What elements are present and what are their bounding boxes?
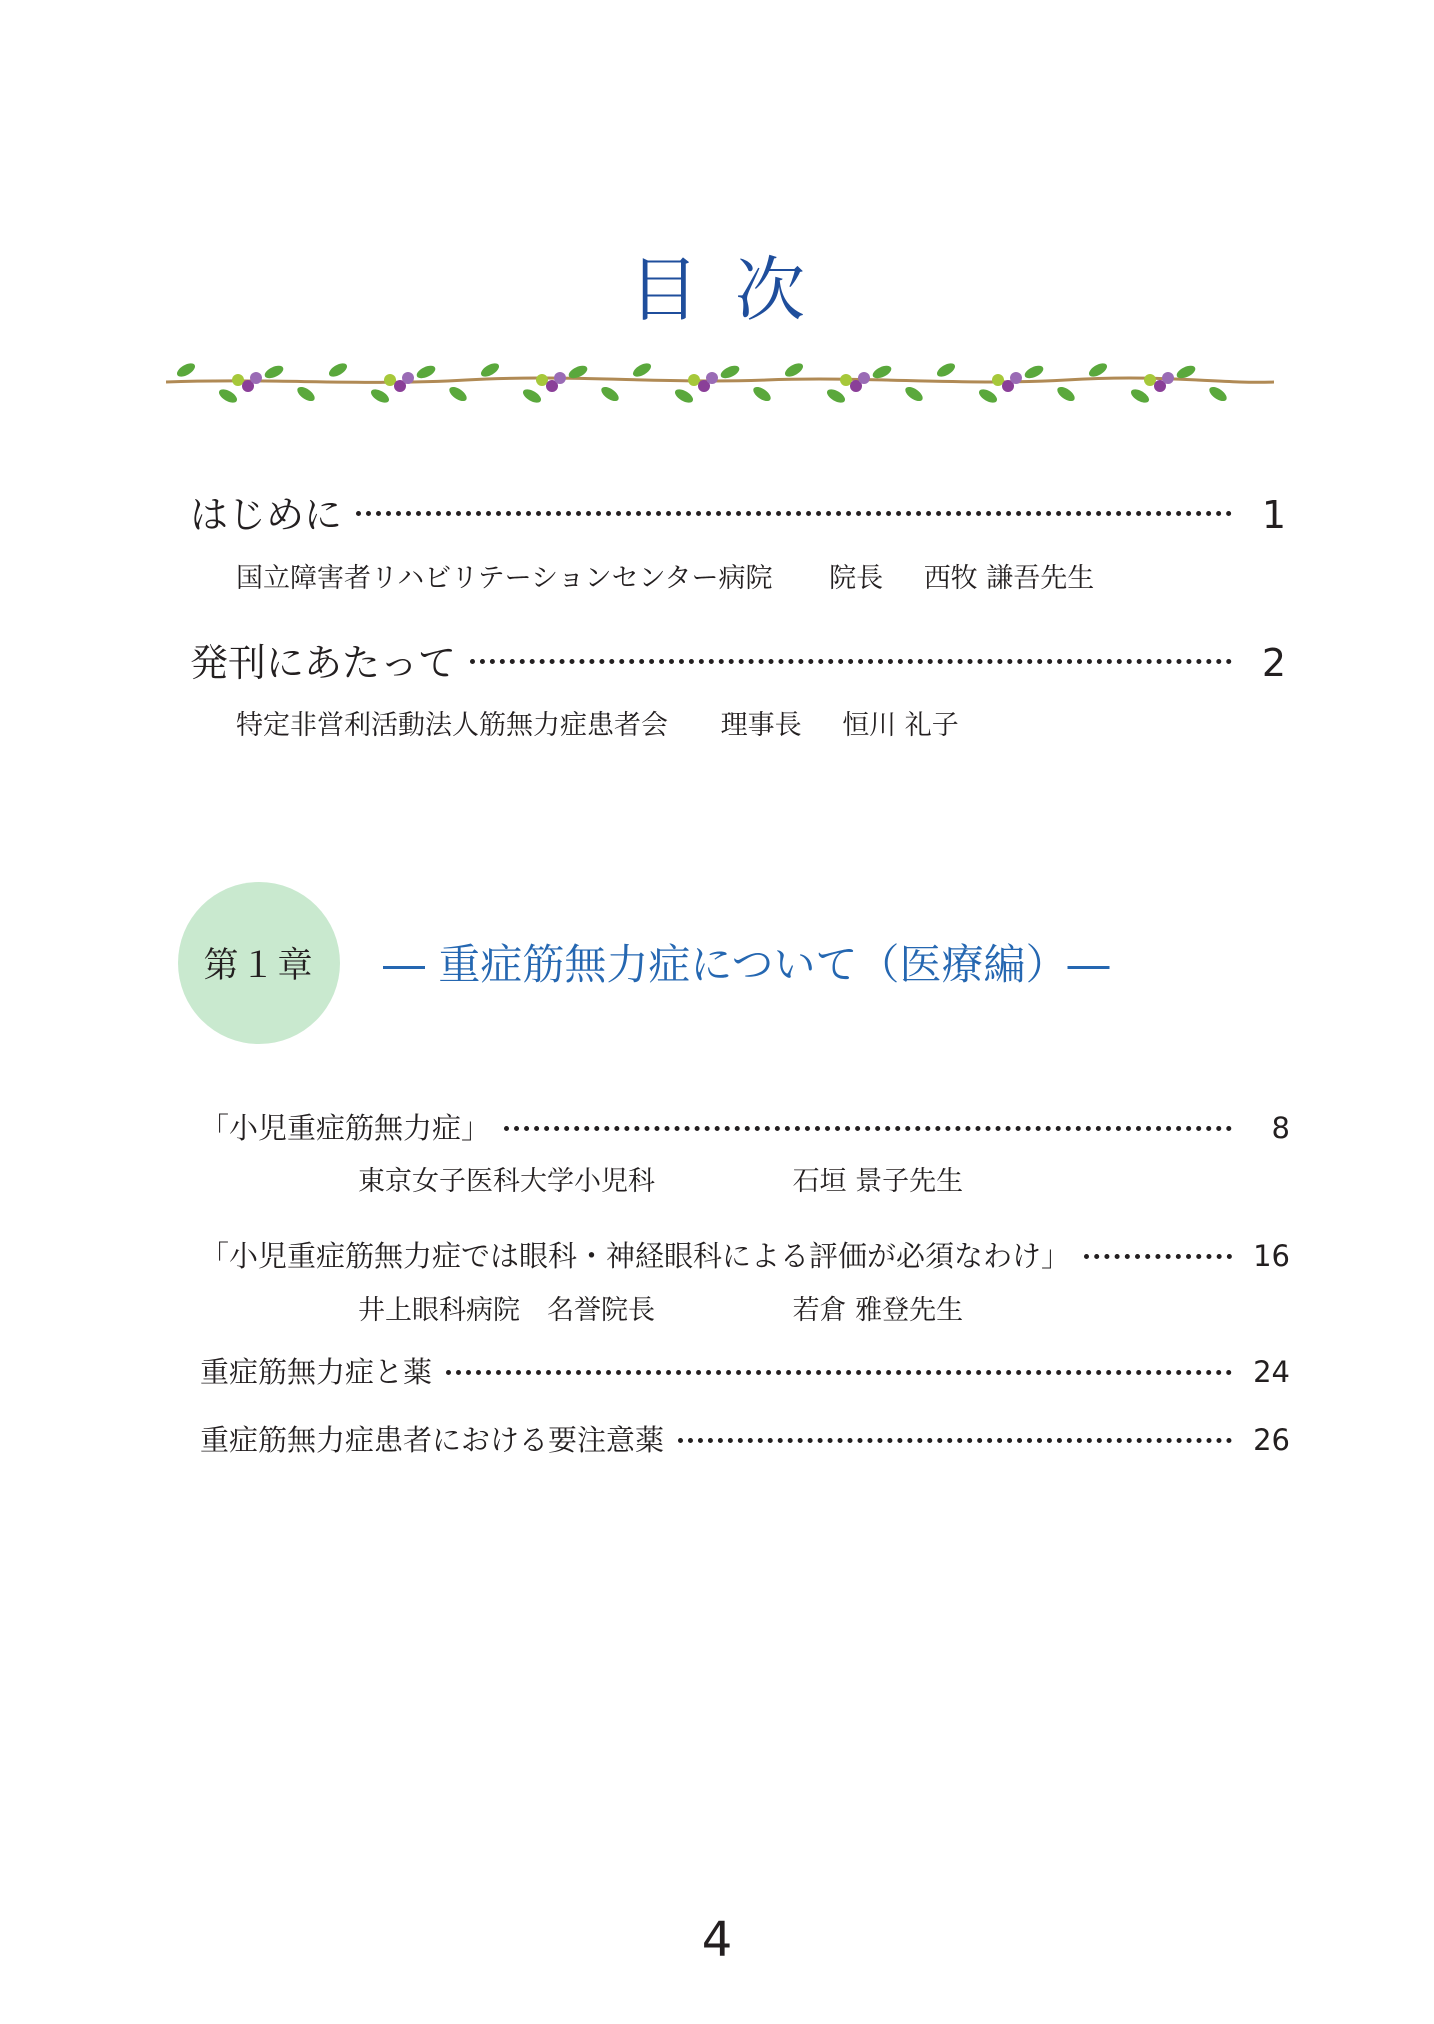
berry-icon <box>402 372 414 384</box>
leaf-icon <box>1087 361 1109 380</box>
toc-entry-page: 8 <box>1271 1111 1290 1145</box>
leaf-icon <box>751 384 773 404</box>
leaf-icon <box>673 387 695 406</box>
leaf-icon <box>599 384 621 404</box>
leaf-icon <box>1023 363 1045 381</box>
chapter-heading[interactable] <box>178 882 1278 1044</box>
toc-entry-title: 「小児重症筋無力症」 <box>200 1111 491 1145</box>
toc-entry-title: 「小児重症筋無力症では眼科・神経眼科による評価が必須なわけ」 <box>200 1239 1071 1273</box>
toc-entry-author <box>358 1288 963 1327</box>
dot-leader <box>470 659 1232 664</box>
berry-icon <box>384 374 396 386</box>
leaf-icon <box>447 384 469 404</box>
vine-decoration <box>166 352 1274 408</box>
page-number: 4 <box>701 1912 733 1968</box>
author-role: 理事長 <box>720 710 802 741</box>
leaf-icon <box>631 361 653 380</box>
leaf-icon <box>295 384 317 404</box>
leaf-icon <box>719 363 741 381</box>
leaf-icon <box>521 387 543 406</box>
page-title: 目次 <box>629 249 841 331</box>
chapter-label-badge: 第１章 <box>178 882 340 1044</box>
dot-leader <box>1084 1254 1232 1259</box>
berry-icon <box>536 374 548 386</box>
leaf-icon <box>871 363 893 381</box>
author-name: 若倉 雅登先生 <box>792 1295 964 1326</box>
author-org: 東京女子医科大学小児科 <box>358 1166 655 1197</box>
leaf-icon <box>903 384 925 404</box>
berry-icon <box>840 374 852 386</box>
dot-leader <box>678 1438 1232 1443</box>
berry-icon <box>1010 372 1022 384</box>
author-org: 国立障害者リハビリテーションセンター病院 <box>236 563 773 594</box>
toc-entry-author <box>358 1159 963 1198</box>
leaf-icon <box>327 361 349 380</box>
berry-icon <box>858 372 870 384</box>
berry-icon <box>554 372 566 384</box>
leaf-icon <box>825 387 847 406</box>
author-name: 恒川 礼子 <box>842 710 959 741</box>
leaf-icon <box>479 361 501 380</box>
leaf-icon <box>175 361 197 380</box>
berry-icon <box>250 372 262 384</box>
author-name: 西牧 謙吾先生 <box>923 563 1095 594</box>
berry-icon <box>1162 372 1174 384</box>
berry-icon <box>992 374 1004 386</box>
leaf-icon <box>415 363 437 381</box>
dot-leader <box>356 511 1232 516</box>
toc-entry-author <box>236 703 959 742</box>
toc-entry-title: はじめに <box>190 493 343 537</box>
leaf-icon <box>783 361 805 380</box>
leaf-icon <box>217 387 239 406</box>
leaf-icon <box>263 363 285 381</box>
author-org: 井上眼科病院 名誉院長 <box>358 1295 655 1326</box>
toc-entry-page: 26 <box>1253 1423 1290 1457</box>
toc-entry-author <box>236 556 1094 595</box>
toc-entry-title: 重症筋無力症患者における要注意薬 <box>200 1423 665 1457</box>
berry-icon <box>1144 374 1156 386</box>
toc-entry-page: 24 <box>1253 1355 1290 1389</box>
leaf-icon <box>1207 384 1229 404</box>
leaf-icon <box>977 387 999 406</box>
berry-icon <box>688 374 700 386</box>
toc-entry-title: 発刊にあたって <box>190 641 457 685</box>
author-org: 特定非営利活動法人筋無力症患者会 <box>236 710 668 741</box>
dot-leader <box>446 1370 1232 1375</box>
toc-entry-page: 2 <box>1261 641 1286 685</box>
leaf-icon <box>1055 384 1077 404</box>
toc-entry-page: 1 <box>1261 493 1286 537</box>
toc-entry-title: 重症筋無力症と薬 <box>200 1355 433 1389</box>
leaf-icon <box>369 387 391 406</box>
leaf-icon <box>1129 387 1151 406</box>
berry-icon <box>232 374 244 386</box>
berry-icon <box>706 372 718 384</box>
toc-entry-page: 16 <box>1253 1239 1290 1273</box>
leaf-icon <box>935 361 957 380</box>
dot-leader <box>504 1126 1232 1131</box>
author-name: 石垣 景子先生 <box>792 1166 964 1197</box>
chapter-title: ― 重症筋無力症について（医療編）― <box>383 940 1110 989</box>
author-role: 院長 <box>829 563 884 594</box>
